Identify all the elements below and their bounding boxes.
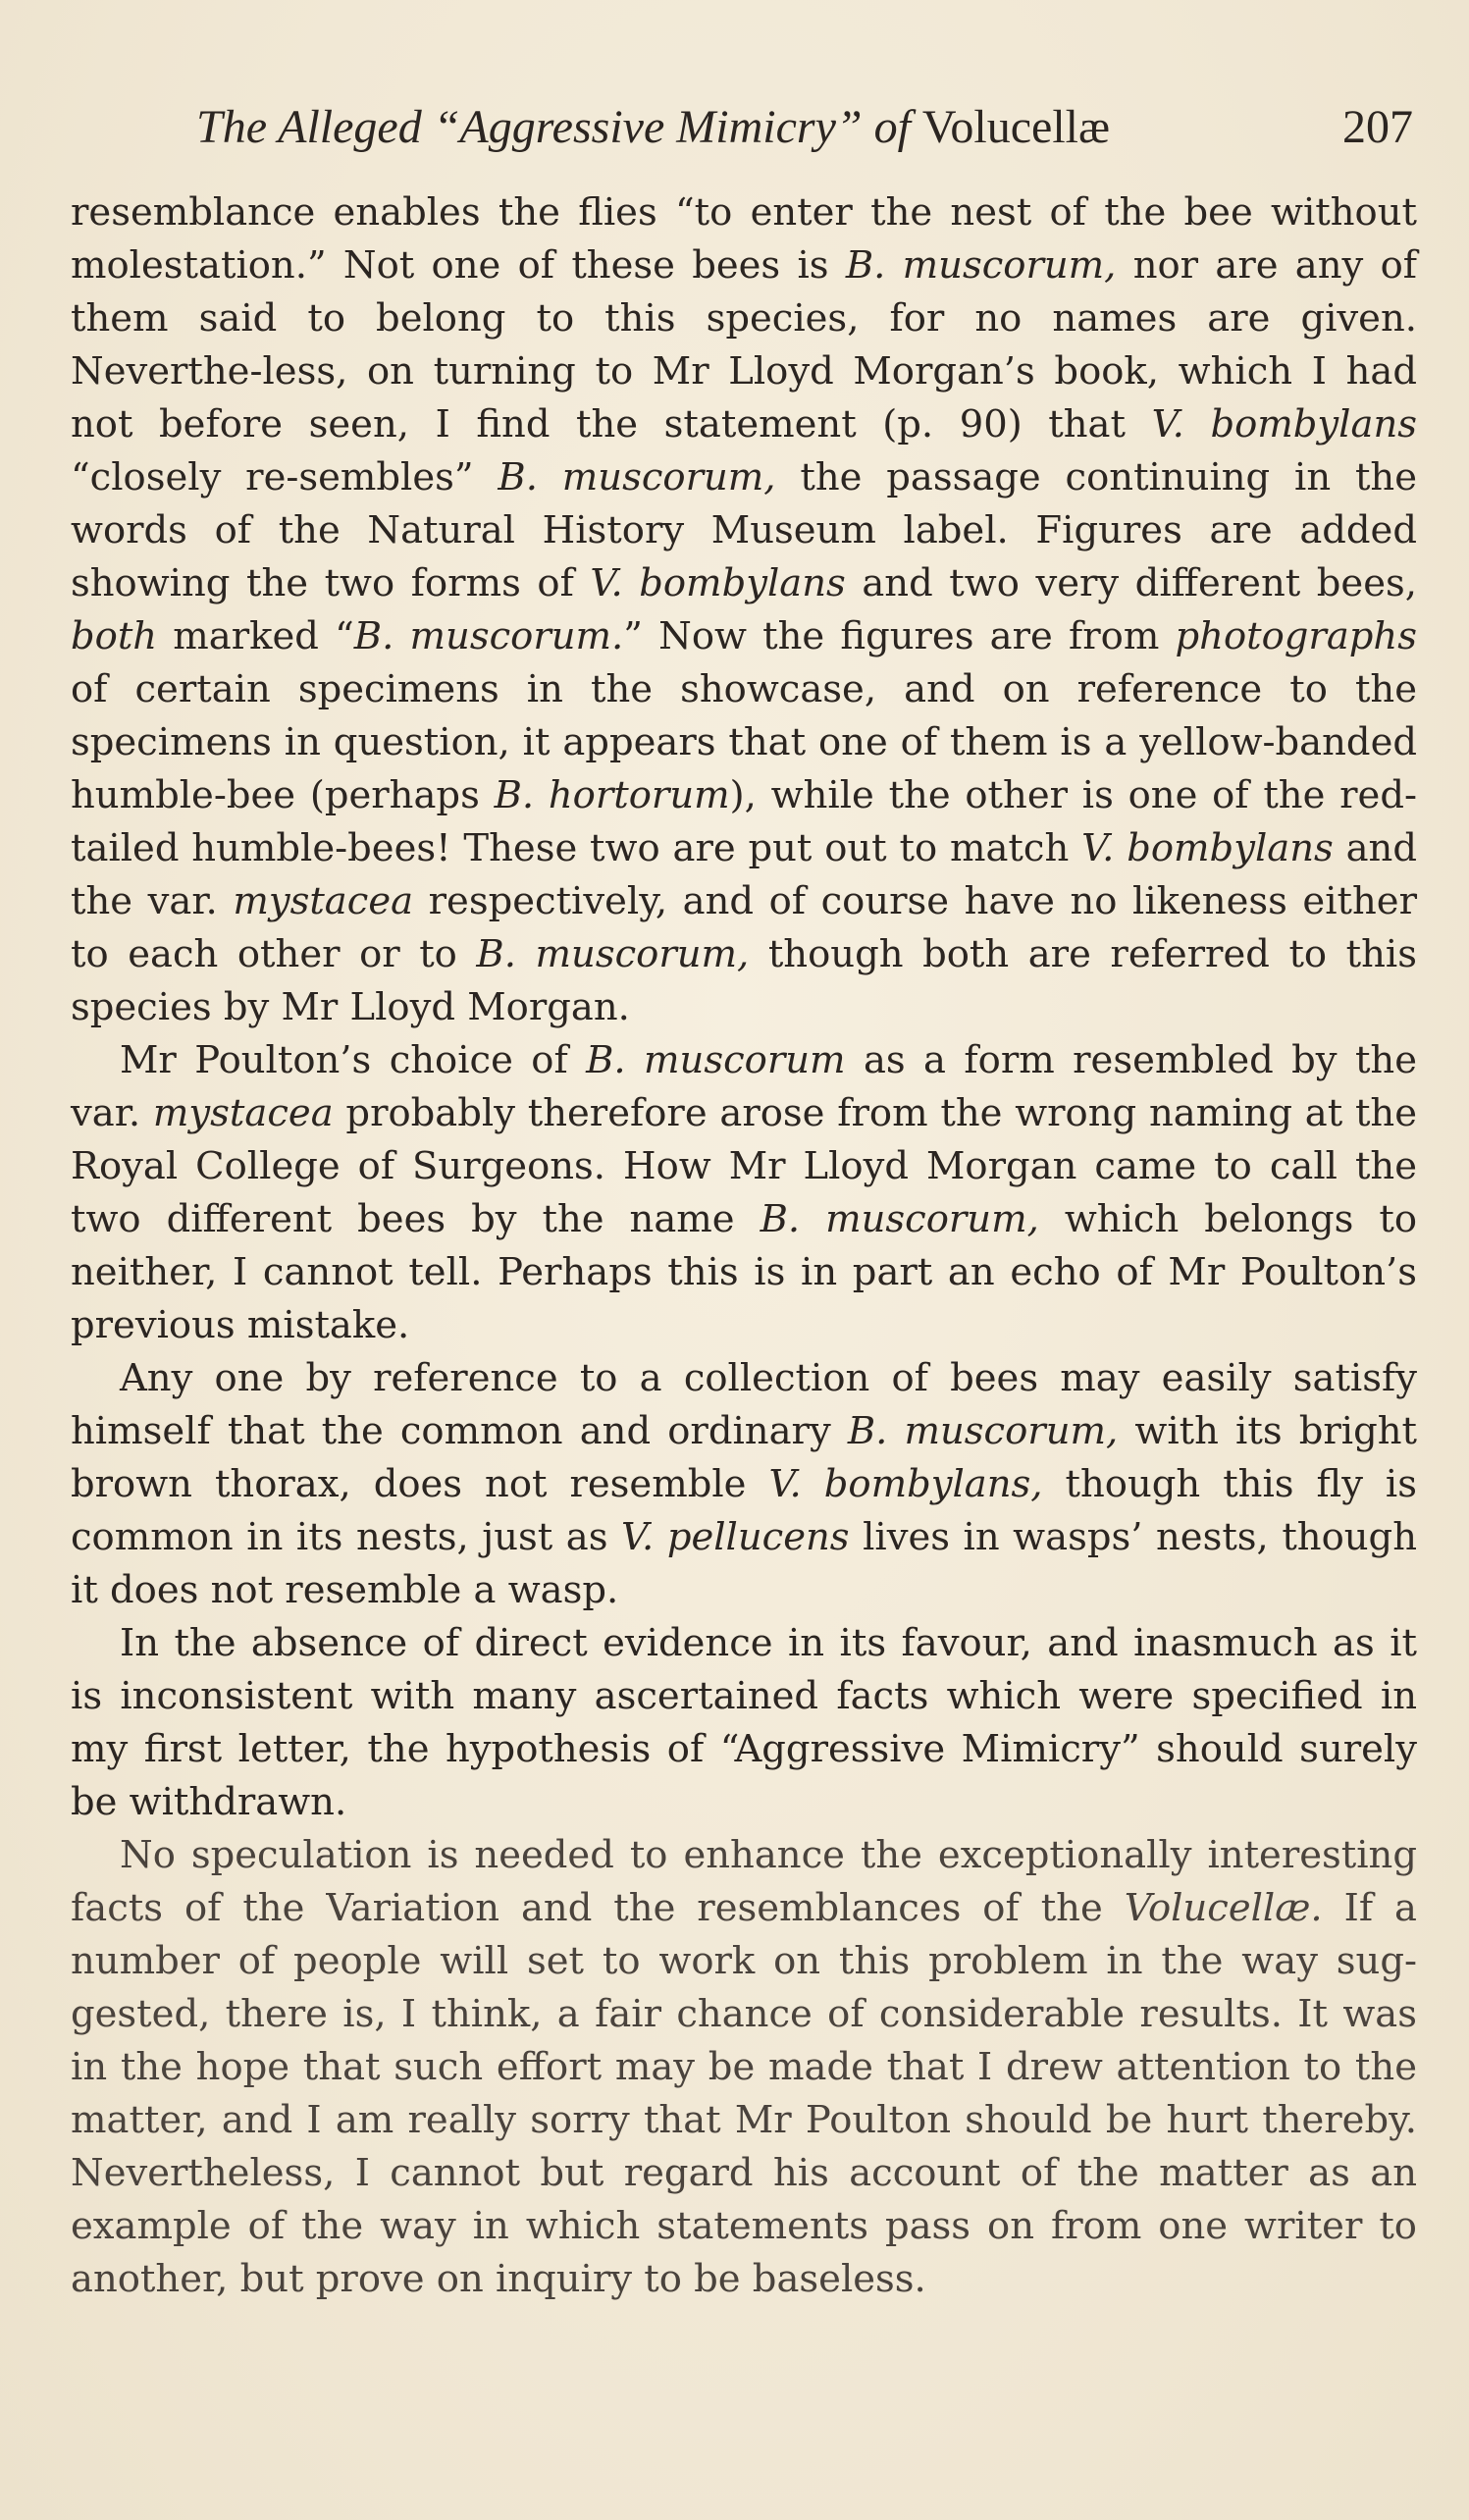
text-segment: In the absence of direct evidence in its favour, and inasmuch as it is inconsistent with many ascertained facts which were specified in my first letter, the hypothesis of “Aggressive Mimicry” should surely be withdrawn. [71, 1621, 1417, 1824]
italic-text: B. muscorum, [845, 243, 1117, 288]
paragraph-3 [71, 1352, 1417, 1617]
text-segment: of certain specimens in the showcase, and on reference to the specimens in question, it appears that one of them is a yellow-banded humble-bee (perhaps [71, 667, 1417, 817]
text-segment: nor are any of them said to belong to this species, for no names are given. Neverthe-less, on turning to Mr Lloyd Morgan’s book, which I had not before seen, I find the statement (p. 90) that [71, 243, 1418, 446]
text-segment: and the var. [71, 826, 1417, 923]
text-segment: though this fly is common in its nests, just as [71, 1462, 1418, 1559]
running-title [196, 88, 1110, 167]
running-head [71, 88, 1417, 167]
text-segment: Mr Poulton’s choice of [120, 1038, 587, 1082]
text-segment: with its bright brown thorax, does not resemble [71, 1409, 1417, 1506]
paragraph-2 [71, 1034, 1417, 1352]
text-segment: “closely re-sembles” [71, 455, 498, 499]
text-segment: No speculation is needed to enhance the exceptionally interesting facts of the Variation and the resemblances of the [71, 1833, 1417, 1930]
italic-text: both [71, 614, 158, 658]
running-title-of: of [862, 101, 922, 153]
italic-text: mystacea [233, 879, 414, 923]
text-segment: probably therefore arose from the wrong naming at the Royal College of Surgeons. How Mr Lloyd Morgan came to call the two different bees by the name [71, 1091, 1418, 1241]
text-segment: though both are referred to this species by Mr Lloyd Morgan. [71, 932, 1417, 1029]
running-title-italic: The Alleged [196, 101, 434, 153]
italic-text: photographs [1175, 614, 1417, 658]
text-segment: the passage continuing in the words of the Natural History Museum label. Figures are added showing the two forms of [71, 455, 1418, 605]
text-segment: ” Now the figures are from [623, 614, 1176, 658]
text-segment: resemblance enables the flies “to enter the nest of the bee without molestation.” Not one of these bees is [71, 190, 1417, 288]
italic-text: B. muscorum, [476, 932, 750, 976]
italic-text: B. muscorum. [353, 614, 624, 658]
italic-text: V. bombylans [1151, 402, 1417, 446]
italic-text: V. bombylans [1081, 826, 1334, 870]
text-segment: and two very different bees, [845, 561, 1417, 605]
text-segment: marked “ [157, 614, 354, 658]
paragraph-4 [71, 1617, 1417, 1829]
italic-text: B. hortorum [494, 773, 730, 817]
italic-text: B. muscorum, [847, 1409, 1119, 1453]
italic-text: V. pellucens [620, 1515, 850, 1559]
text-segment: respectively, and of course have no likeness either to each other or to [71, 879, 1417, 976]
running-title-quoted: “Aggressive Mimicry” [433, 101, 863, 153]
italic-text: V. bombylans [590, 561, 846, 605]
italic-text: B. muscorum, [760, 1197, 1039, 1241]
text-segment: lives in wasps’ nests, though it does not resemble a wasp. [71, 1515, 1417, 1612]
page-number: 207 [1342, 101, 1413, 153]
italic-text: B. muscorum [586, 1038, 846, 1082]
italic-text: V. bombylans, [768, 1462, 1043, 1506]
body-text [71, 186, 1417, 2306]
text-segment: ), while the other is one of the red-tailed humble-bees! These two are put out to match [71, 773, 1417, 870]
text-segment: as a form resembled by the var. [71, 1038, 1417, 1135]
text-segment: Any one by reference to a collection of bees may easily satisfy himself that the common and ordinary [71, 1356, 1417, 1453]
italic-text: mystacea [152, 1091, 334, 1135]
italic-text: B. muscorum, [498, 455, 776, 499]
book-page [71, 88, 1417, 2306]
paragraph-1 [71, 186, 1417, 1034]
text-segment: which belongs to neither, I cannot tell. Perhaps this is in part an echo of Mr Poulton’s previous mistake. [71, 1197, 1418, 1347]
paragraph-5 [71, 1829, 1417, 2306]
text-segment: If a number of people will set to work on this problem in the way sug-gested, there is, I think, a fair chance of considerable results. It was in the hope that such effort may be made that I drew attention to the matter, and I am really sorry that Mr Poulton should be hurt thereby. Nevertheless, I cannot but regard his account of the matter as an example of the way in which statements pass on from one writer to another, but prove on inquiry to be baseless. [71, 1886, 1417, 2301]
italic-text: Volucellæ. [1124, 1886, 1323, 1930]
running-title-genus: Volucellæ [921, 101, 1111, 153]
